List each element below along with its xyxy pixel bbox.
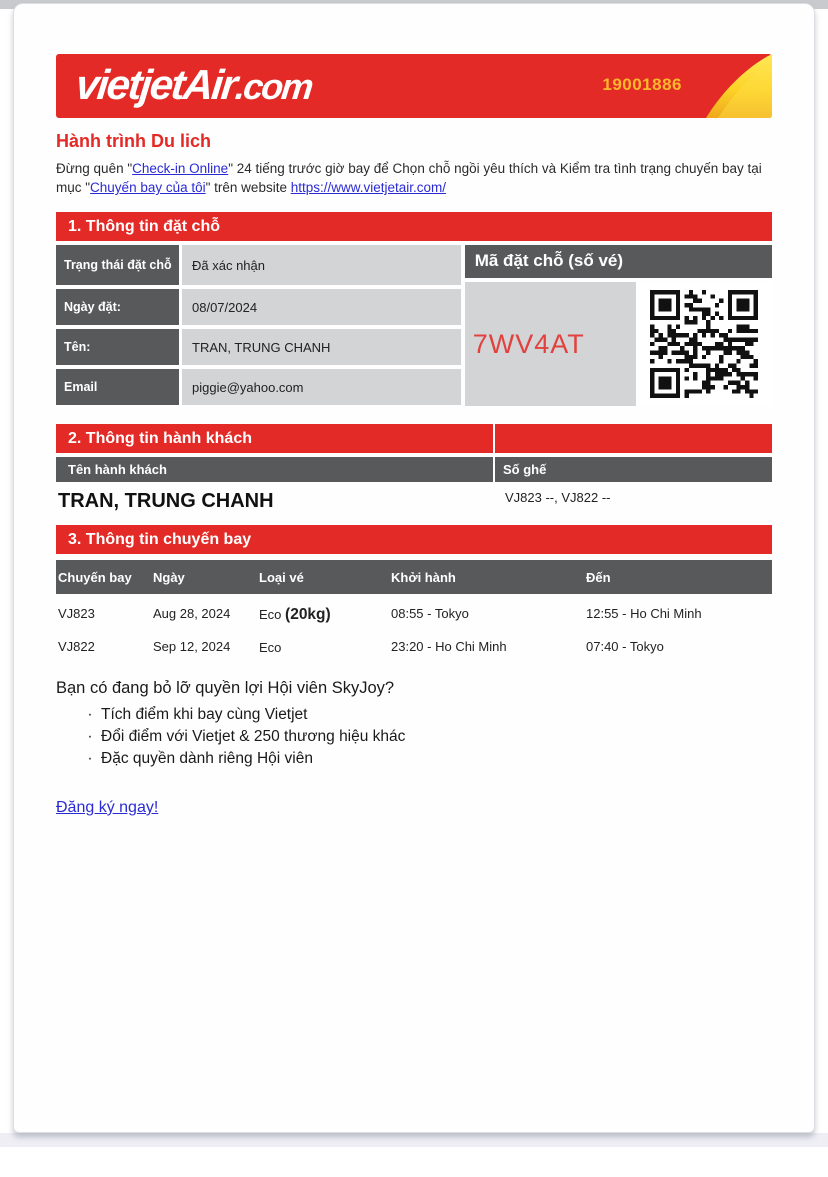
skyjoy-benefits-list [56,704,772,770]
flight-table-header [56,560,772,594]
list-item [56,748,772,770]
vietjetair-website-link[interactable]: https://www.vietjetair.com/ [290,180,447,195]
passenger-name-column-header: Tên hành khách [68,462,167,477]
vietjet-logo [73,61,314,109]
benefit-text: Đổi điểm với Vietjet & 250 thương hiệu khác [101,728,406,745]
fare-type [259,606,391,624]
passenger-name: TRAN, TRUNG CHANH [58,490,274,512]
skyjoy-question: Bạn có đang bỏ lỡ quyền lợi Hội viên SkyJoy? [56,679,395,697]
name-label: Tên: [56,329,179,365]
brand-header [56,54,772,118]
booking-date-value: 08/07/2024 [182,289,461,325]
yellow-swoosh-decoration [688,54,772,118]
booking-code-cell [465,282,636,406]
benefit-text: Tích điểm khi bay cùng Vietjet [101,706,308,723]
passenger-row [56,482,772,523]
email-label: Email [56,369,179,405]
passenger-table-header [56,457,772,482]
booking-code-body [465,282,772,406]
fare-class: Eco [259,640,282,655]
qr-code [650,290,758,398]
email-value: piggie@yahoo.com [182,369,461,405]
section-passenger-info-header [56,424,772,453]
table-row-name [56,329,461,365]
email-client-bottom-strip [0,1133,828,1147]
intro-text-pre: Đừng quên " [56,161,133,176]
bullet-dot: · [87,728,93,745]
fare-class: Eco [259,607,282,622]
skyjoy-register-link[interactable]: Đăng ký ngay! [56,799,159,816]
bullet-dot: · [87,706,93,723]
fare-col-header: Loại vé [259,570,304,585]
list-item [56,726,772,748]
itinerary-email-card [13,3,815,1133]
name-value: TRAN, TRUNG CHANH [182,329,461,365]
arrival-info: 07:40 - Tokyo [586,639,664,654]
flight-date: Aug 28, 2024 [153,606,231,621]
baggage-allowance: (20kg) [285,606,331,623]
benefit-text: Đặc quyền dành riêng Hội viên [101,750,313,767]
fare-type [259,639,391,657]
table-row-status [56,245,461,285]
section2-column-divider [493,424,495,453]
depart-col-header: Khởi hành [391,570,456,585]
logo-text-com: .com [233,66,314,107]
seat-column-header: Số ghế [503,462,547,477]
intro-text-post: " trên website [205,180,291,195]
arrival-info: 12:55 - Ho Chi Minh [586,606,702,621]
bullet-dot: · [87,750,93,767]
flight-col-header: Chuyến bay [58,570,132,585]
date-col-header: Ngày [153,570,185,585]
section2-title-text: 2. Thông tin hành khách [68,430,252,447]
my-flights-link[interactable]: Chuyến bay của tôi [90,180,206,195]
booking-code-box [465,245,772,409]
list-item [56,704,772,726]
table-row-email [56,369,461,405]
table-row-booking-date [56,289,461,325]
status-label: Trạng thái đặt chỗ [56,245,179,285]
departure-info: 23:20 - Ho Chi Minh [391,639,507,654]
departure-info: 08:55 - Tokyo [391,606,469,621]
logo-text-air: Air [180,61,239,108]
booking-code-value: 7WV4AT [472,328,585,359]
flight-date: Sep 12, 2024 [153,639,231,654]
flight-number: VJ822 [58,639,95,654]
booking-details-table [56,245,461,409]
logo-text-vietjet: vietjet [73,61,186,108]
checkin-reminder-text [56,159,772,197]
booking-date-label: Ngày đặt: [56,289,179,325]
booking-info-area [56,245,772,409]
flight-row-2 [56,627,772,660]
page-title: Hành trình Du lich [56,131,211,151]
section-flight-info-header: 3. Thông tin chuyến bay [56,525,772,554]
flight-row-1 [56,594,772,627]
qr-code-area [636,282,772,406]
flight-number: VJ823 [58,606,95,621]
intro-text-mid: " 24 tiếng trước giờ bay để Chọn chỗ ngồi yêu thích và Kiểm tra tình trạng chuyến bay tại mục " [56,161,762,195]
section-booking-info-header: 1. Thông tin đặt chỗ [56,212,772,241]
status-value: Đã xác nhận [182,245,461,285]
hotline-number: 19001886 [602,75,682,94]
checkin-online-link[interactable]: Check-in Online [132,161,229,176]
passenger-seats: VJ823 --, VJ822 -- [505,490,611,505]
arrive-col-header: Đến [586,570,611,585]
booking-code-header: Mã đặt chỗ (số vé) [465,245,772,278]
